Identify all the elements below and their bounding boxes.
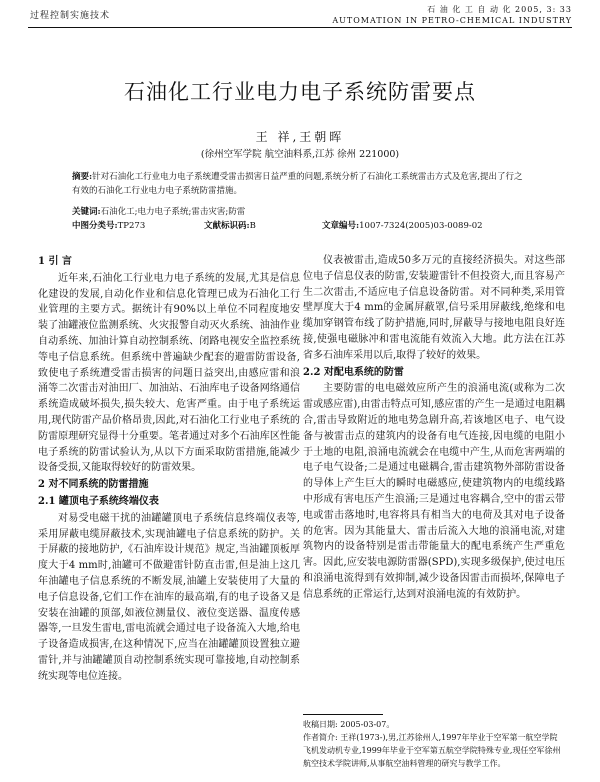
- doc-code-label: 文献标识码:: [204, 221, 250, 231]
- section-2-2-paragraph: 主要防雷的电电磁效应所产生的浪涌电流(或称为二次雷或感应雷),由雷击特点可知,感应雷的产生一是通过电阻耦合,雷击导致附近的地电势急剧升高,若该地区电子、电气设备与被雷击点的建筑内的设备有电气连接,因电缆的电阻小于土地的电阻,浪涌电流就会在电缆中产生,从而危害两端的电子电气设备;二是通过电磁耦合,雷击建筑物外部防雷设备的导体上产生巨大的瞬时电磁感应,使建筑物内的电缆线路中形成有害电压产生浪涌;三是通过电容耦合,空中的雷云带电或雷击落地时,电容将具有相当大的电荷及其对电子设备的危害。因为其能量大、雷击后流入大地的浪涌电流,对建筑物内的设备特别是雷击带能量大的配电系统产生严重危害。因此,应安装电源防雷器(SPD),实现多级保护,使过电压和浪涌电流得到有效抑制,减少设备因雷击而损坏,保障电子信息系统的正常运行,达到对浪涌电流的有效防护。: [303, 383, 565, 600]
- left-column: [38, 253, 300, 685]
- paper-title: 石油化工行业电力电子系统防雷要点: [124, 80, 476, 104]
- author-affiliation: (徐州空军学院 航空油料系,江苏 徐州 221000): [200, 149, 400, 160]
- journal-issue-header: [332, 4, 572, 26]
- abstract: [72, 170, 528, 198]
- received-date: 收稿日期: 2005-03-07。: [303, 720, 395, 729]
- keywords-label: 关键词:: [72, 207, 101, 217]
- footnote-rule: [303, 714, 383, 715]
- keywords-text: 石油化工;电力电子系统;雷击灾害;防雷: [100, 207, 246, 217]
- article-no-label: 文章编号:: [322, 221, 360, 231]
- keywords: [72, 205, 528, 217]
- paper-authors: 王 祥,王朝晖: [255, 130, 345, 144]
- abstract-text: 针对石油化工行业电力电子系统遭受雷击损害日益严重的问题,系统分析了石油化工系统雷击方式及危害,提出了行之有效的石油化工行业电力电子系统防雷措施。: [72, 172, 523, 196]
- section-2-1-paragraph: 对易受电磁干扰的油罐罐顶电子系统信息终端仪表等,采用屏蔽电缆屏蔽技术,实现油罐电子信息系统的防护。关于屏蔽的接地防护,《石油库设计规范》规定,当油罐顶板厚度大于4 mm时,油罐可不做避雷针防直击雷,但是油上这几年油罐电子信息系统的不断发展,油罐上安装使用了大量的电子信息设备,它们工作在油库的最高端,有的电子设备又是安装在油罐的顶部,如液位测量仪、液位变送器、温度传感器等,一旦发生雷电,雷电流就会通过电子设备流入大地,给电子设备造成损害,在这种情况下,应当在油罐罐顶设置独立避雷针,并与油罐罐顶自动控制系统实现可靠接地,自动控制系统实现等电位连接。: [38, 512, 300, 682]
- abstract-label: 摘要:: [72, 172, 93, 182]
- journal-name: 过程控制实施技术: [30, 11, 111, 21]
- section-2-heading: 2 对不同系统的防雷措施: [38, 479, 149, 491]
- author-bio: 作者简介: 王祥(1973-),男,江苏徐州人,1997年毕业于空军第一航空学院飞机发动机专业,1999年毕业于空军第五航空学院特殊专业,现任空军徐州航空技术学院讲师,从事航空油料管理的研究与教学工作。: [303, 733, 561, 768]
- section-2-2-heading: 2.2 对配电系统的防雷: [303, 366, 404, 378]
- clc-value: TP273: [117, 221, 146, 231]
- section-2-1-continued: 仪表被雷击,造成50多万元的直接经济损失。对这些部位电子信息仪表的防雷,安装避雷针不但投资大,而且容易产生二次雷击,不适应电子信息设备防雷。对不同种类,采用管壁厚度大于4 mm的金属屏蔽罩,信号采用屏蔽线,绝缘和电缆加穿钢管布线了防护措施,同时,屏蔽导与接地电阻良好连接,使强电磁脉冲和雷电流能有效流入大地。此方法在江苏省多石油库采用以后,取得了较好的效果。: [303, 255, 565, 361]
- footnote: [303, 718, 565, 770]
- header-rule: [28, 27, 572, 28]
- journal-issue-line: 石 油 化 工 自 动 化 2005, 3: 33: [427, 5, 572, 14]
- doc-code-value: B: [249, 221, 256, 231]
- section-1-heading: 1 引 言: [38, 256, 72, 267]
- article-no-value: 1007-7324(2005)03-0089-02: [359, 221, 483, 231]
- clc-label: 中图分类号:: [72, 221, 118, 231]
- right-column: [303, 253, 565, 603]
- journal-english-name: AUTOMATION IN PETRO-CHEMICAL INDUSTRY: [332, 16, 572, 25]
- section-1-paragraph: 近年来,石油化工行业电力电子系统的发展,尤其是信息化建设的发展,自动化作业和信息化管理已成为石油化工行业管理的主要方式。据统计有90%以上单位不同程度地安装了油罐液位监测系统、火灾报警自动灭火系统、油油作业自动系统、加油计算自动控制系统、闭路电视安全监控系统等电子信息系统。但系统中普遍缺少配套的避雷防雷设备,致使电子系统遭受雷击损害的问题日益突出,由感应雷和浪涌等二次雷击对油田厂、加油站、石油库电子设备网络通信系统造成破坏损失,损失较大、危害严重。由于电子系统运用,现代防雷产品价格昂贵,因此,对石油化工行业电子系统的防雷原理研究显得十分重要。笔者通过对多个石油库区性能电子系统的防雷试验认为,从以下方面采取防雷措施,能减少设备受损,又能取得较好的防雷效果。: [38, 272, 300, 474]
- section-2-1-heading: 2.1 罐顶电子系统终端仪表: [38, 495, 159, 507]
